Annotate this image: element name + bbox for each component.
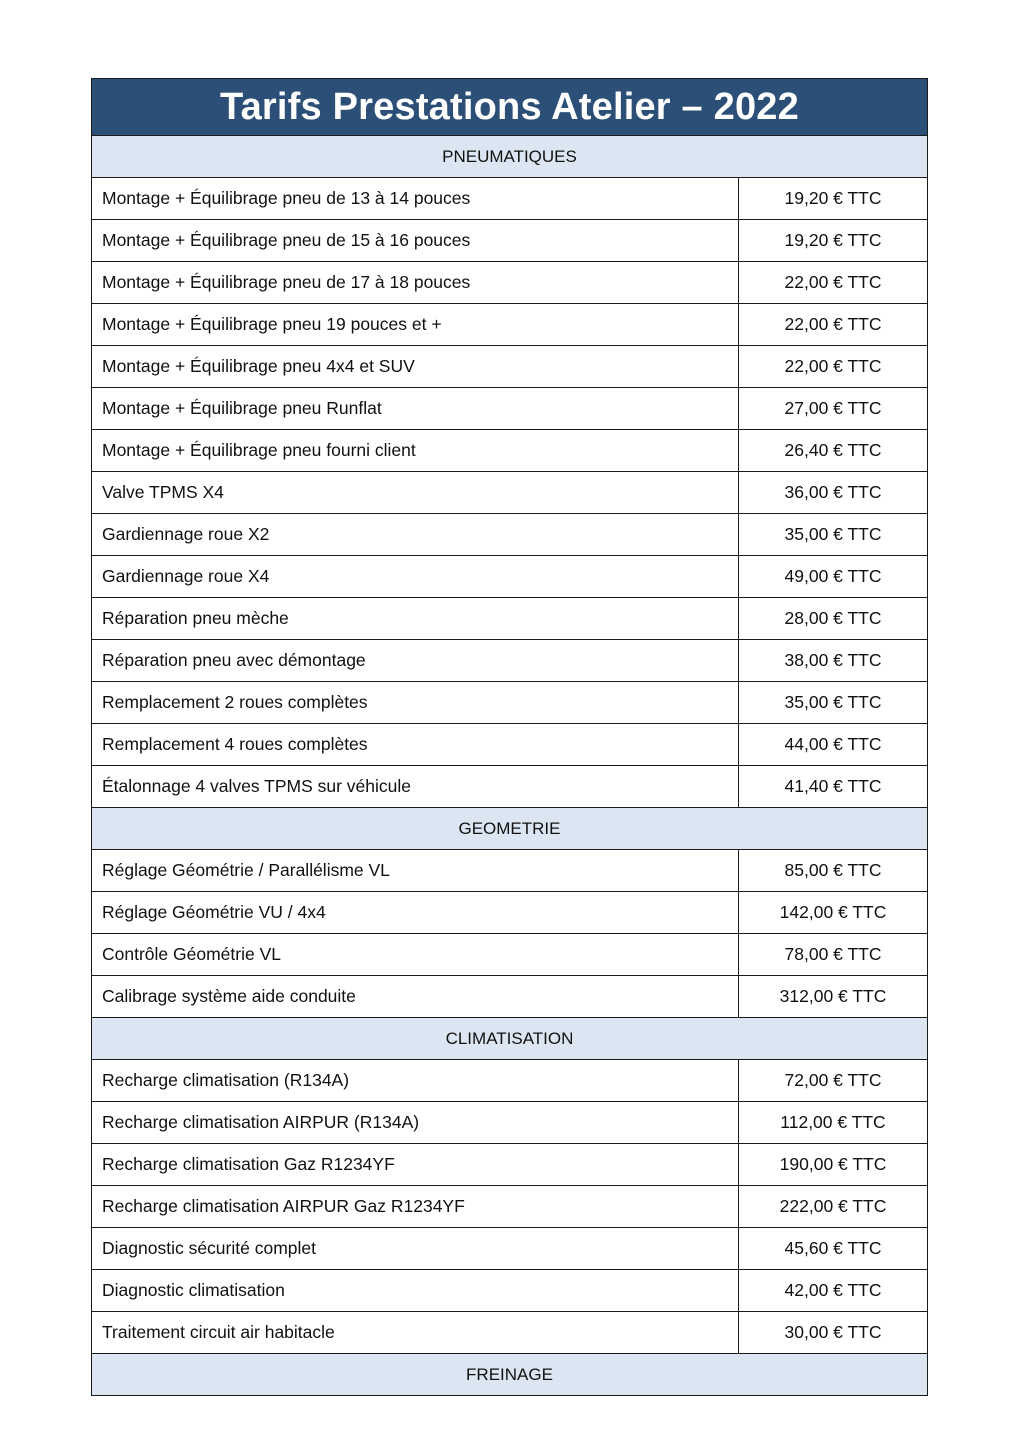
service-price: 30,00 € TTC — [784, 1322, 882, 1342]
section-header-climatisation: CLIMATISATION — [92, 1018, 927, 1060]
table-row — [92, 1102, 927, 1144]
service-label: Montage + Équilibrage pneu fourni client — [92, 430, 739, 471]
table-row — [92, 262, 927, 304]
table-row — [92, 1060, 927, 1102]
section-header-freinage: FREINAGE — [92, 1354, 927, 1395]
table-row — [92, 514, 927, 556]
service-label: Gardiennage roue X4 — [92, 556, 739, 597]
service-price: 22,00 € TTC — [784, 314, 882, 334]
service-label: Recharge climatisation Gaz R1234YF — [92, 1144, 739, 1185]
service-price: 19,20 € TTC — [784, 188, 882, 208]
table-row — [92, 1186, 927, 1228]
table-row — [92, 178, 927, 220]
table-row — [92, 766, 927, 808]
table-row — [92, 724, 927, 766]
service-price: 85,00 € TTC — [784, 860, 882, 880]
section-header-geometrie: GEOMETRIE — [92, 808, 927, 850]
table-row — [92, 472, 927, 514]
table-row — [92, 892, 927, 934]
service-label: Traitement circuit air habitacle — [92, 1312, 739, 1353]
service-price: 42,00 € TTC — [784, 1280, 882, 1300]
service-price: 112,00 € TTC — [780, 1112, 886, 1132]
page-title: Tarifs Prestations Atelier – 2022 — [92, 79, 927, 136]
service-label: Remplacement 2 roues complètes — [92, 682, 739, 723]
table-row — [92, 1270, 927, 1312]
table-row — [92, 640, 927, 682]
service-label: Recharge climatisation AIRPUR (R134A) — [92, 1102, 739, 1143]
service-label: Montage + Équilibrage pneu de 17 à 18 pouces — [92, 262, 739, 303]
service-label: Montage + Équilibrage pneu de 13 à 14 pouces — [92, 178, 739, 219]
service-label: Réglage Géométrie VU / 4x4 — [92, 892, 739, 933]
table-row — [92, 430, 927, 472]
service-price: 22,00 € TTC — [784, 272, 882, 292]
service-price: 19,20 € TTC — [784, 230, 882, 250]
service-price: 72,00 € TTC — [784, 1070, 882, 1090]
table-row — [92, 1228, 927, 1270]
service-price: 36,00 € TTC — [784, 482, 882, 502]
service-price: 26,40 € TTC — [784, 440, 882, 460]
service-label: Recharge climatisation AIRPUR Gaz R1234YF — [92, 1186, 739, 1227]
table-row — [92, 304, 927, 346]
service-price: 78,00 € TTC — [784, 944, 882, 964]
table-row — [92, 850, 927, 892]
section-header-pneumatiques: PNEUMATIQUES — [92, 136, 927, 178]
service-price: 27,00 € TTC — [784, 398, 882, 418]
table-row — [92, 388, 927, 430]
service-label: Montage + Équilibrage pneu Runflat — [92, 388, 739, 429]
service-price: 22,00 € TTC — [784, 356, 882, 376]
service-price: 35,00 € TTC — [784, 524, 882, 544]
service-label: Montage + Équilibrage pneu de 15 à 16 pouces — [92, 220, 739, 261]
service-label: Réparation pneu avec démontage — [92, 640, 739, 681]
service-label: Diagnostic climatisation — [92, 1270, 739, 1311]
service-price: 222,00 € TTC — [779, 1196, 887, 1216]
table-row — [92, 682, 927, 724]
table-row — [92, 1312, 927, 1354]
price-table — [91, 78, 928, 1396]
service-label: Étalonnage 4 valves TPMS sur véhicule — [92, 766, 739, 807]
table-row — [92, 598, 927, 640]
service-label: Montage + Équilibrage pneu 4x4 et SUV — [92, 346, 739, 387]
service-label: Montage + Équilibrage pneu 19 pouces et + — [92, 304, 739, 345]
table-row — [92, 934, 927, 976]
service-price: 38,00 € TTC — [784, 650, 882, 670]
service-label: Contrôle Géométrie VL — [92, 934, 739, 975]
service-label: Gardiennage roue X2 — [92, 514, 739, 555]
service-label: Recharge climatisation (R134A) — [92, 1060, 739, 1101]
service-price: 35,00 € TTC — [784, 692, 882, 712]
table-body — [92, 136, 927, 1395]
service-price: 190,00 € TTC — [779, 1154, 887, 1174]
service-label: Valve TPMS X4 — [92, 472, 739, 513]
table-row — [92, 556, 927, 598]
service-price: 44,00 € TTC — [784, 734, 882, 754]
service-label: Calibrage système aide conduite — [92, 976, 739, 1017]
service-label: Réparation pneu mèche — [92, 598, 739, 639]
table-row — [92, 346, 927, 388]
service-price: 49,00 € TTC — [784, 566, 882, 586]
service-label: Réglage Géométrie / Parallélisme VL — [92, 850, 739, 891]
service-price: 41,40 € TTC — [784, 776, 882, 796]
service-price: 142,00 € TTC — [779, 902, 887, 922]
service-label: Diagnostic sécurité complet — [92, 1228, 739, 1269]
service-price: 312,00 € TTC — [779, 986, 887, 1006]
service-price: 28,00 € TTC — [784, 608, 882, 628]
service-label: Remplacement 4 roues complètes — [92, 724, 739, 765]
table-row — [92, 976, 927, 1018]
service-price: 45,60 € TTC — [784, 1238, 882, 1258]
table-row — [92, 220, 927, 262]
table-row — [92, 1144, 927, 1186]
